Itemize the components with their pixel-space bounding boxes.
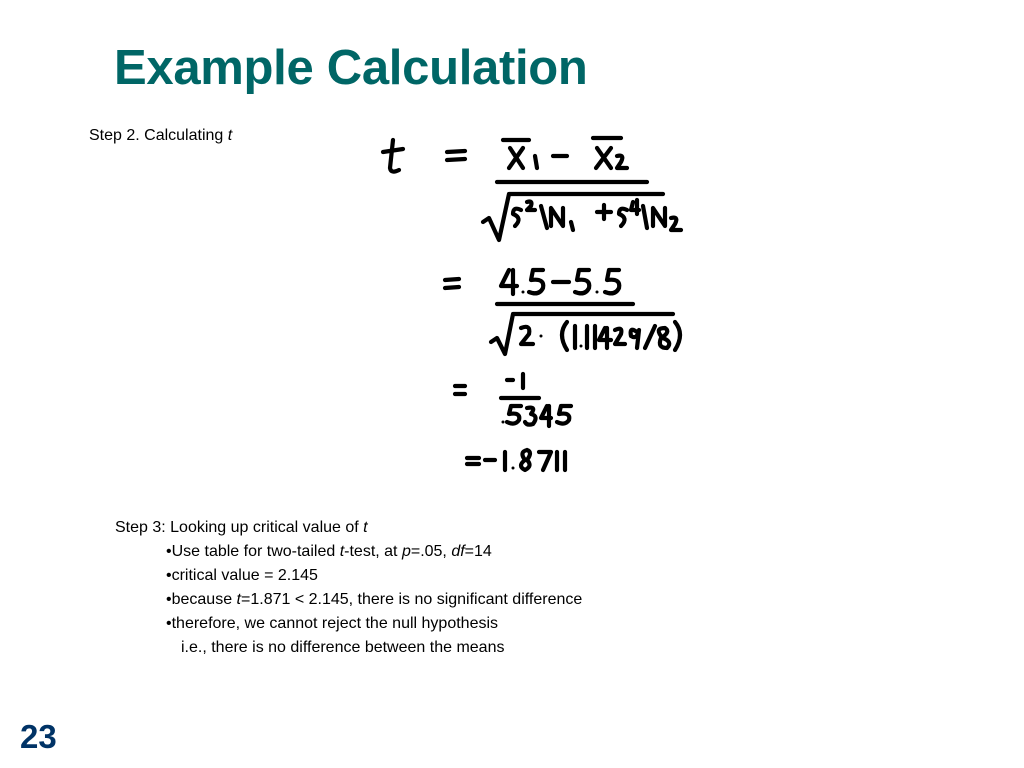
step3-heading-text: Step 3: Looking up critical value of	[115, 519, 364, 536]
conclusion-note: i.e., there is no difference between the means	[181, 639, 505, 656]
bullet3-prefix: •because	[166, 591, 237, 608]
bullet3-rest: =1.871 < 2.145, there is no significant difference	[241, 591, 583, 608]
formula-denominator-3	[502, 406, 572, 426]
slide-title: Example Calculation	[114, 41, 588, 95]
bullet1-p-value: =.05,	[410, 543, 452, 560]
bullet1-df-value: =14	[464, 543, 492, 560]
bullet1-p: p	[401, 543, 411, 560]
formula-equals-3	[455, 386, 465, 394]
formula-numerator-2	[501, 270, 619, 294]
step2-text: Step 2. Calculating	[89, 127, 228, 144]
formula-equals-2	[445, 279, 459, 288]
step3-heading-var: t	[363, 519, 368, 536]
step3-heading	[115, 516, 582, 540]
bullet1-t: t	[339, 543, 345, 560]
bullet-conclusion: •therefore, we cannot reject the null hypothesis	[166, 615, 499, 632]
handwritten-formula	[375, 118, 725, 478]
bullet1-prefix: •Use table for two-tailed	[166, 543, 340, 560]
formula-denominator-2	[491, 314, 680, 354]
bullet1-mid: -test, at	[344, 543, 402, 560]
formula-denominator-1	[483, 194, 681, 240]
bullet-table-lookup	[115, 540, 582, 564]
step3-block	[115, 516, 582, 660]
step2-label	[89, 127, 232, 145]
formula-numerator-3	[507, 374, 523, 388]
bullet3-t: t	[236, 591, 241, 608]
formula-t	[383, 140, 465, 172]
page-number: 23	[20, 718, 57, 755]
formula-result	[467, 450, 565, 470]
bullet-comparison	[115, 588, 582, 612]
step2-var: t	[227, 127, 233, 144]
bullet1-df: df	[451, 543, 465, 560]
bullet-critical-value: •critical value = 2.145	[166, 567, 318, 584]
formula-numerator-1	[503, 138, 627, 168]
